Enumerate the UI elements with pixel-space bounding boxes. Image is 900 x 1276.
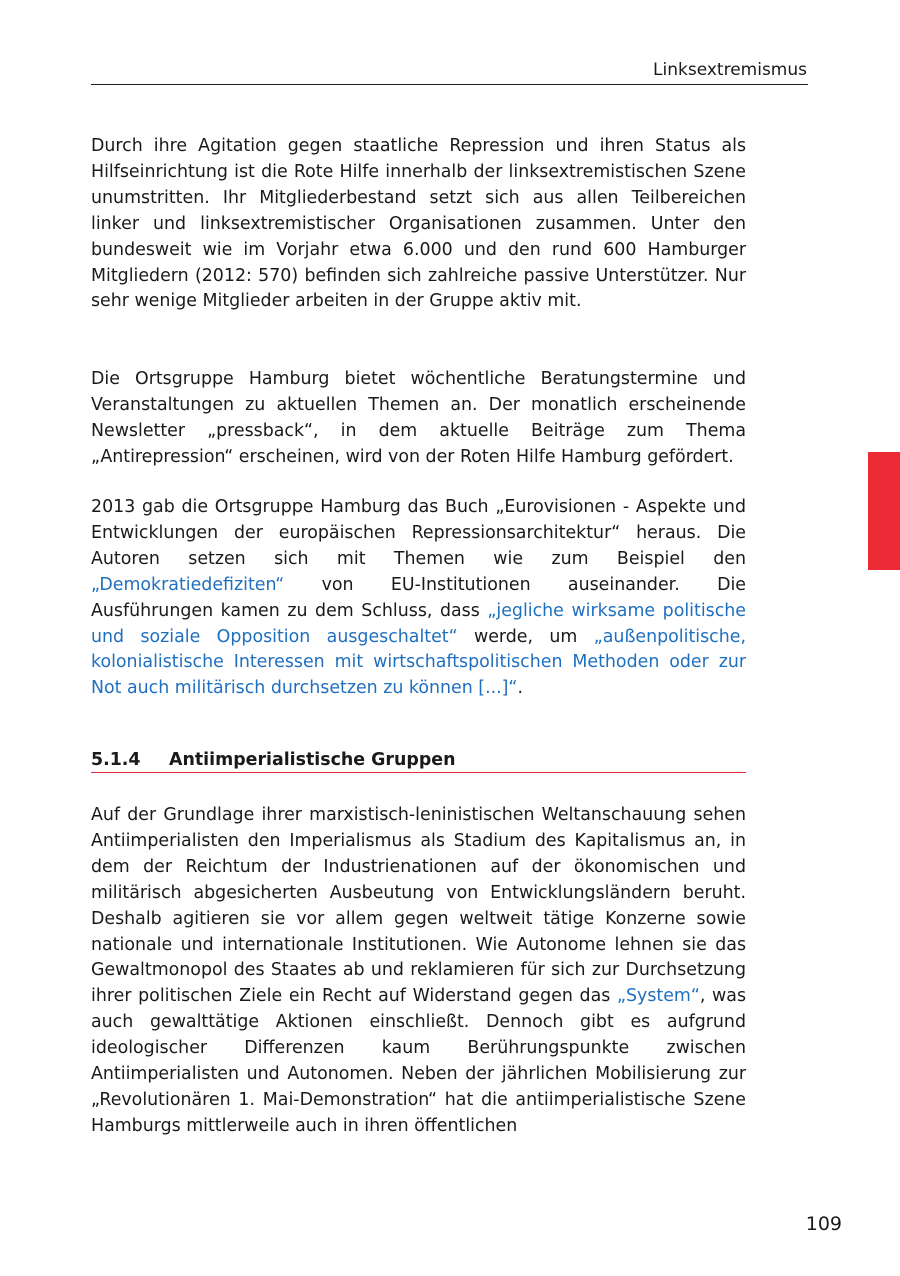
text-run: Auf der Grundlage ihrer marxistisch-leninistischen Weltanschauung sehen Antiimperialisten den Imperialismus als Stadium des Kapitalismus an, in dem der Reichtum der Industrienationen auf der ökonomischen und militärisch abgesicherten Ausbeutung von Entwicklungsländern beruht. Deshalb agitieren sie vor allem gegen weltweit tätige Konzerne sowie nationale und internationale Institutionen. Wie Autonome lehnen sie das Gewaltmonopol des Staates ab und reklamieren für sich zur Durchsetzung ihrer politischen Ziele ein Recht auf Widerstand gegen das <box>91 805 746 1007</box>
chapter-tab-marker <box>868 452 900 570</box>
paragraph-rote-hilfe-status <box>91 134 746 315</box>
text-run: werde, um <box>457 626 594 647</box>
paragraph-eurovisionen-book <box>91 495 746 702</box>
text-run: von EU-Institutionen auseinander. Die Ausführungen kamen zu dem Schluss, dass <box>91 574 746 621</box>
quote-opposition: „jegliche wirksame politische und soziale Opposition ausgeschaltet“ <box>91 600 746 647</box>
paragraph-antiimperialisten <box>91 803 746 1140</box>
quote-interessen: „außenpolitische, kolonialistische Interessen mit wirtschaftspolitischen Methoden oder zur Not auch militärisch durchsetzen zu können [...]“ <box>91 626 746 699</box>
text-run: . <box>517 678 523 699</box>
paragraph-text: Die Ortsgruppe Hamburg bietet wöchentliche Beratungstermine und Veranstaltungen zu aktuellen Themen an. Der monatlich erscheinende Newsletter „pressback“, in dem aktuelle Beiträge zum Thema „Antirepression“ erscheinen, wird von der Roten Hilfe Hamburg gefördert. <box>91 369 746 467</box>
paragraph-text: Durch ihre Agitation gegen staatliche Repression und ihren Status als Hilfseinrichtung ist die Rote Hilfe innerhalb der linksextremistischen Szene unumstritten. Ihr Mitgliederbestand setzt sich aus allen Teilbereichen linker und linksextremistischer Organisationen zusammen. Unter den bundesweit wie im Vorjahr etwa 6.000 und den rund 600 Hamburger Mitgliedern (2012: 570) befinden sich zahlreiche passive Unterstützer. Nur sehr wenige Mitglieder arbeiten in der Gruppe aktiv mit. <box>91 136 746 312</box>
text-run: 2013 gab die Ortsgruppe Hamburg das Buch „Eurovisionen - Aspekte und Entwicklungen der europäischen Repressionsarchitektur“ heraus. Die Autoren setzen sich mit Themen wie zum Beispiel den <box>91 497 746 569</box>
quote-demokratiedefizite: „Demokratiedefiziten“ <box>91 574 285 595</box>
text-run: , was auch gewalttätige Aktionen einschließt. Dennoch gibt es aufgrund ideologischer Differenzen kaum Berührungspunkte zwischen Antiimperialisten und Autonomen. Neben der jährlichen Mobilisierung zur „Revolutionären 1. Mai-Demonstration“ hat die antiimperialistische Szene Hamburgs mittlerweile auch in ihren öffentlichen <box>91 986 746 1136</box>
header-rule <box>91 84 808 85</box>
section-number: 5.1.4 <box>91 750 141 770</box>
running-header-title: Linksextremismus <box>653 60 807 80</box>
section-heading <box>91 750 746 773</box>
quote-system: „System“ <box>616 986 700 1007</box>
section-title: Antiimperialistische Gruppen <box>169 750 456 770</box>
paragraph-text <box>91 803 746 1140</box>
page-number: 109 <box>805 1213 842 1235</box>
paragraph-text <box>91 495 746 702</box>
paragraph-ortsgruppe-hamburg <box>91 367 746 471</box>
